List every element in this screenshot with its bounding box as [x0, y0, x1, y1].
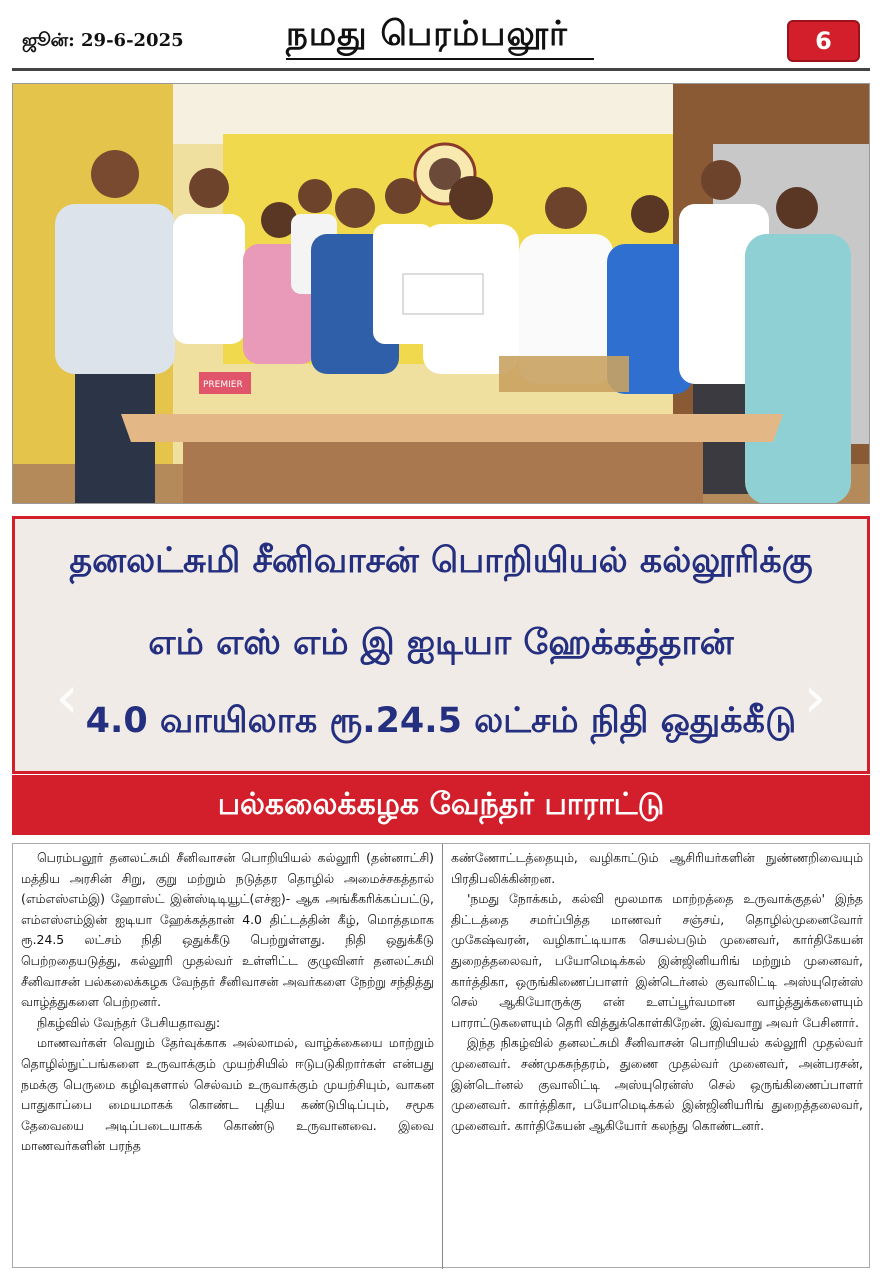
headline-line-2: எம் எஸ் எம் இ ஐடியா ஹேக்கத்தான்	[148, 623, 734, 663]
chevron-left-icon[interactable]: ‹	[55, 663, 79, 731]
article-paragraph: 'நமது நோக்கம், கல்வி மூலமாக மாற்றத்தை உருவாக்குதல்' இந்த திட்டத்தை சமர்ப்பித்த மாணவர் சஞ்சய், தொழில்முனைவோர் முகேஷ்வரன், வழிகாட்டியாக செயல்படும் முனைவர், கார்திகேயன் துறைத்தலைவர், பயோமெடிக்கல் இன்ஜினியரிங் மற்றும் முனைவர், கார்த்திகா, ஒருங்கிணைப்பாளர் இன்டெர்னல் குவாலிட்டி அஸ்யுரென்ஸ் செல் ஆகியோருக்கு என் உளப்பூர்வமான வாழ்த்துக்களையும் பாராட்டுகளையும் தெரி வித்துக்கொள்கிறேன். இவ்வாறு அவர் பேசினார்.	[451, 891, 863, 1030]
photo-illustration	[13, 84, 870, 504]
desk-box-label: PREMIER	[203, 380, 243, 390]
article-column-left	[13, 844, 443, 1269]
page-number-badge	[787, 20, 860, 62]
article-paragraph: மாணவர்கள் வெறும் தேர்வுக்காக அல்லாமல், வாழ்க்கையை மாற்றும் தொழில்நுட்பங்களை உருவாக்கும் முயற்சியில் ஈடுபடுகிறார்கள் என்பது நமக்கு பெருமை கழிவுகளால் செல்வம் உருவாக்கும் முயற்சியும், வாகன பாதுகாப்பை மையமாகக் கொண்ட புதிய கண்டுபிடிப்பும், சமூக தேவையை அடிப்படையாகக் கொண்டு உருவானவை. இவை மாணவர்களின் பரந்த	[21, 1035, 434, 1154]
subheadline-text: பல்கலைக்கழக வேந்தர் பாராட்டு	[217, 787, 665, 822]
article-column-right	[443, 844, 871, 1269]
article-paragraph: பெரம்பலூர் தனலட்சுமி சீனிவாசன் பொறியியல் கல்லூரி (தன்னாட்சி) மத்திய அரசின் சிறு, குறு மற்றும் நடுத்தர தொழில் அமைச்சகத்தால் (எம்எஸ்எம்இ) ஹோஸ்ட் இன்ஸ்டிடியூட்(எச்ஐ)- ஆக அங்கீகரிக்கப்பட்டு, எம்எஸ்எம்இன் ஐடியா ஹேக்கத்தான் 4.0 திட்டத்தின் கீழ், மொத்தமாக ரூ.24.5 லட்சம் நிதி ஒதுக்கீடு பெற்றுள்ளது. நிதி ஒதுக்கீடு பெற்றதையடுத்து, கல்லூரி முதல்வர் உள்ளிட்ட குழுவினர் தனலட்சுமி சீனிவாசன் பல்கலைக்கழக வேந்தர் சீனிவாசன் அவர்களை நேற்று சந்தித்து வாழ்த்துகளை பெற்றனர்.	[21, 850, 434, 1010]
news-photo	[12, 83, 870, 504]
article-paragraph: கண்ணோட்டத்தையும், வழிகாட்டும் ஆசிரியர்களின் நுண்ணறிவையும் பிரதிபலிக்கின்றன.	[451, 850, 863, 886]
article-body	[12, 843, 870, 1268]
headline-box	[12, 516, 870, 774]
title-underline	[286, 58, 594, 60]
page-number: 6	[815, 27, 832, 55]
subheadline-strip	[12, 775, 870, 835]
masthead-rule	[12, 68, 870, 71]
issue-date: ஜூன்: 29-6-2025	[22, 30, 184, 51]
masthead	[0, 0, 880, 72]
chevron-right-icon[interactable]: ›	[803, 663, 827, 731]
article-paragraph: நிகழ்வில் வேந்தர் பேசியதாவது:	[37, 1014, 221, 1030]
headline-line-3: 4.0 வாயிலாக ரூ.24.5 லட்சம் நிதி ஒதுக்கீடு	[85, 701, 797, 741]
article-paragraph: இந்த நிகழ்வில் தனலட்சுமி சீனிவாசன் பொறியியல் கல்லூரி முதல்வர் முனைவர். சண்முகசுந்தரம், துணை முதல்வர் முனைவர், அன்பரசன், இன்டெர்னல் குவாலிட்டி அஸ்யுரென்ஸ் செல் ஒருங்கிணைப்பாளர் முனைவர். கார்த்திகா, பயோமெடிக்கல் இன்ஜினியரிங் துறைத்தலைவர், முனைவர். கார்திகேயன் ஆகியோர் கலந்து கொண்டனர்.	[451, 1035, 863, 1133]
headline-line-1: தனலட்சுமி சீனிவாசன் பொறியியல் கல்லூரிக்கு	[69, 541, 813, 581]
newspaper-title: நமது பெரம்பலூர்	[286, 14, 568, 54]
